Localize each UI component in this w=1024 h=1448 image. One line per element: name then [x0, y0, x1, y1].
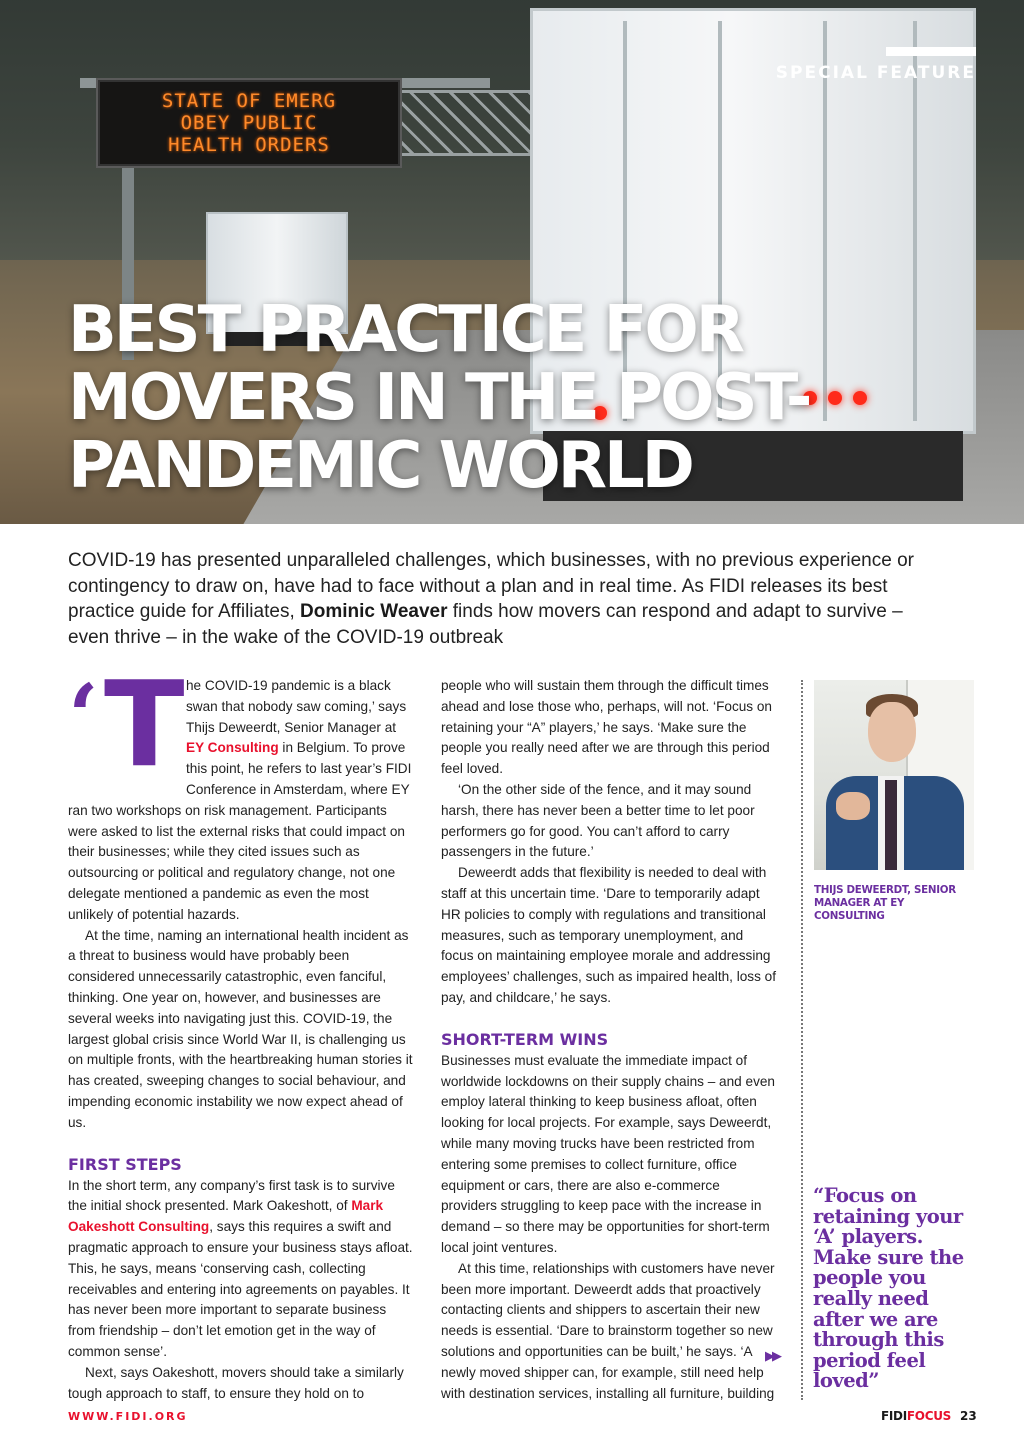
- standfirst-text: COVID-19 has presented unparalleled challenges, which businesses, with no previous experience or contingency to draw on, have had to face without a plan and in real time. As FIDI releases its best practice guide for Affiliates,: [68, 550, 914, 622]
- photo-caption: THIJS DEWEERDT, SENIOR MANAGER AT EY CONSULTING: [814, 884, 956, 922]
- footer-url[interactable]: WWW.FIDI.ORG: [68, 1410, 188, 1423]
- footer-brand: [881, 1409, 951, 1423]
- highway-sign: [98, 80, 400, 166]
- ey-consulting-link[interactable]: EY Consulting: [186, 740, 279, 756]
- article-column-2: [441, 676, 779, 1404]
- paragraph: [68, 1176, 414, 1363]
- paragraph-text: , says this requires a swift and pragmatic approach to ensure your business stays afloat. This, he says, means ‘conserving cash, collecting receivables and entering into agreements on payables. It has never been more important to separate business from friendship – don’t let emotion get in the way of common sense’.: [68, 1219, 413, 1359]
- subhead-short-term-wins: SHORT-TERM WINS: [441, 1029, 609, 1049]
- brand-fidi: FIDI: [881, 1409, 907, 1423]
- subhead-first-steps: FIRST STEPS: [68, 1154, 182, 1174]
- kicker-bar: [886, 47, 976, 56]
- sign-line: STATE OF EMERG: [161, 90, 337, 112]
- sign-line: OBEY PUBLIC: [180, 112, 318, 134]
- paragraph: At the time, naming an international health incident as a threat to business would have probably been considered unnecessarily catastrophic, even fanciful, thinking. One year on, however, and businesses are several weeks into navigating just this. COVID-19, the largest global crisis since World War II, is challenging us on multiple fronts, with the heartbreaking human stories it has created, sweeping changes to social behaviour, and impending economic instability we now expect ahead of us.: [68, 927, 413, 1130]
- paragraph: Deweerdt adds that flexibility is needed to deal with staff at this uncertain time. ‘Dare to temporarily adapt HR policies to comply with regulations and transitional measures, such as temporary unemployment, and focus on maintaining employee morale and addressing employees’ challenges, such as impaired health, loss of pay, and childcare,’ he says.: [441, 865, 776, 1005]
- portrait-photo: [814, 680, 974, 870]
- continue-arrow-icon: ▶▶: [765, 1348, 779, 1363]
- paragraph-text: he COVID-19 pandemic is a black swan that nobody saw coming,’ says Thijs Deweerdt, Senior Manager at: [186, 678, 407, 735]
- article-column-1: [68, 655, 414, 1404]
- sign-gantry-truss: [390, 90, 550, 156]
- paragraph: At this time, relationships with customers have never been more important. Deweerdt adds that proactively contacting clients and shippers to ascertain their new needs is essential. ‘Dare to brainstorm together so new solutions and opportunities can be built,’ he says. ‘A newly moved shipper can, for example, still need help with destination services, installing all furniture, building: [441, 1260, 775, 1401]
- sign-line: HEALTH ORDERS: [168, 134, 330, 156]
- section-kicker: SPECIAL FEATURE: [775, 63, 976, 83]
- standfirst-text: finds how movers can respond and adapt to survive – even thrive – in the wake of the COVID-19 outbreak: [68, 601, 903, 648]
- paragraph: [68, 655, 414, 926]
- headline: BEST PRACTICE FOR MOVERS IN THE POST-PANDEMIC WORLD: [68, 293, 810, 503]
- dropcap-quote: ‘: [68, 664, 99, 768]
- dropcap: [68, 655, 186, 793]
- paragraph: people who will sustain them through the difficult times ahead and lose those who, perhaps, will not. ‘Focus on retaining your “A” players,’ he says. ‘Make sure the people you really need after we are through this period feel loved.: [441, 678, 772, 777]
- standfirst: [68, 548, 948, 650]
- paragraph: ‘On the other side of the fence, and it may sound harsh, there has never been a better time to let poor performers go for good. You can’t afford to carry passengers in the future.’: [441, 781, 755, 860]
- paragraph: Businesses must evaluate the immediate impact of worldwide lockdowns on their supply chains – and even employ lateral thinking to keep business afloat, often looking for local projects. For example, says Deweerdt, while many moving trucks have been restricted from entering some premises to collect furniture, office equipment or cars, there are also e-commerce providers struggling to keep pace with the increase in demand – so there may be opportunities for short-term local joint ventures.: [441, 1052, 775, 1255]
- hero-image: [0, 0, 1024, 524]
- oakeshott-consulting-link[interactable]: Mark Oakeshott Consulting: [68, 1198, 384, 1235]
- dropcap-letter: T: [104, 655, 185, 793]
- page-number: 23: [960, 1409, 977, 1423]
- brand-focus: FOCUS: [906, 1409, 951, 1423]
- paragraph-text: in Belgium. To prove this point, he refers to last year’s FIDI Conference in Amsterdam, where EY ran two workshops on risk management. Participants were asked to list the external risks that could impact on their businesses; while they cited issues such as outsourcing or political and regulatory change, not one delegate mentioned a pandemic as even the most unlikely of potential hazards.: [68, 740, 412, 922]
- author-name: Dominic Weaver: [300, 601, 448, 622]
- column-divider: [801, 680, 803, 1400]
- pull-quote: “Focus on retaining your ‘A’ players. Make sure the people you really need after we are through this period feel loved”: [813, 1184, 964, 1393]
- paragraph-text: In the short term, any company’s first task is to survive the initial shock presented. Mark Oakeshott, of: [68, 1177, 395, 1214]
- paragraph: Next, says Oakeshott, movers should take a similarly tough approach to staff, to ensure they hold on to: [68, 1364, 404, 1401]
